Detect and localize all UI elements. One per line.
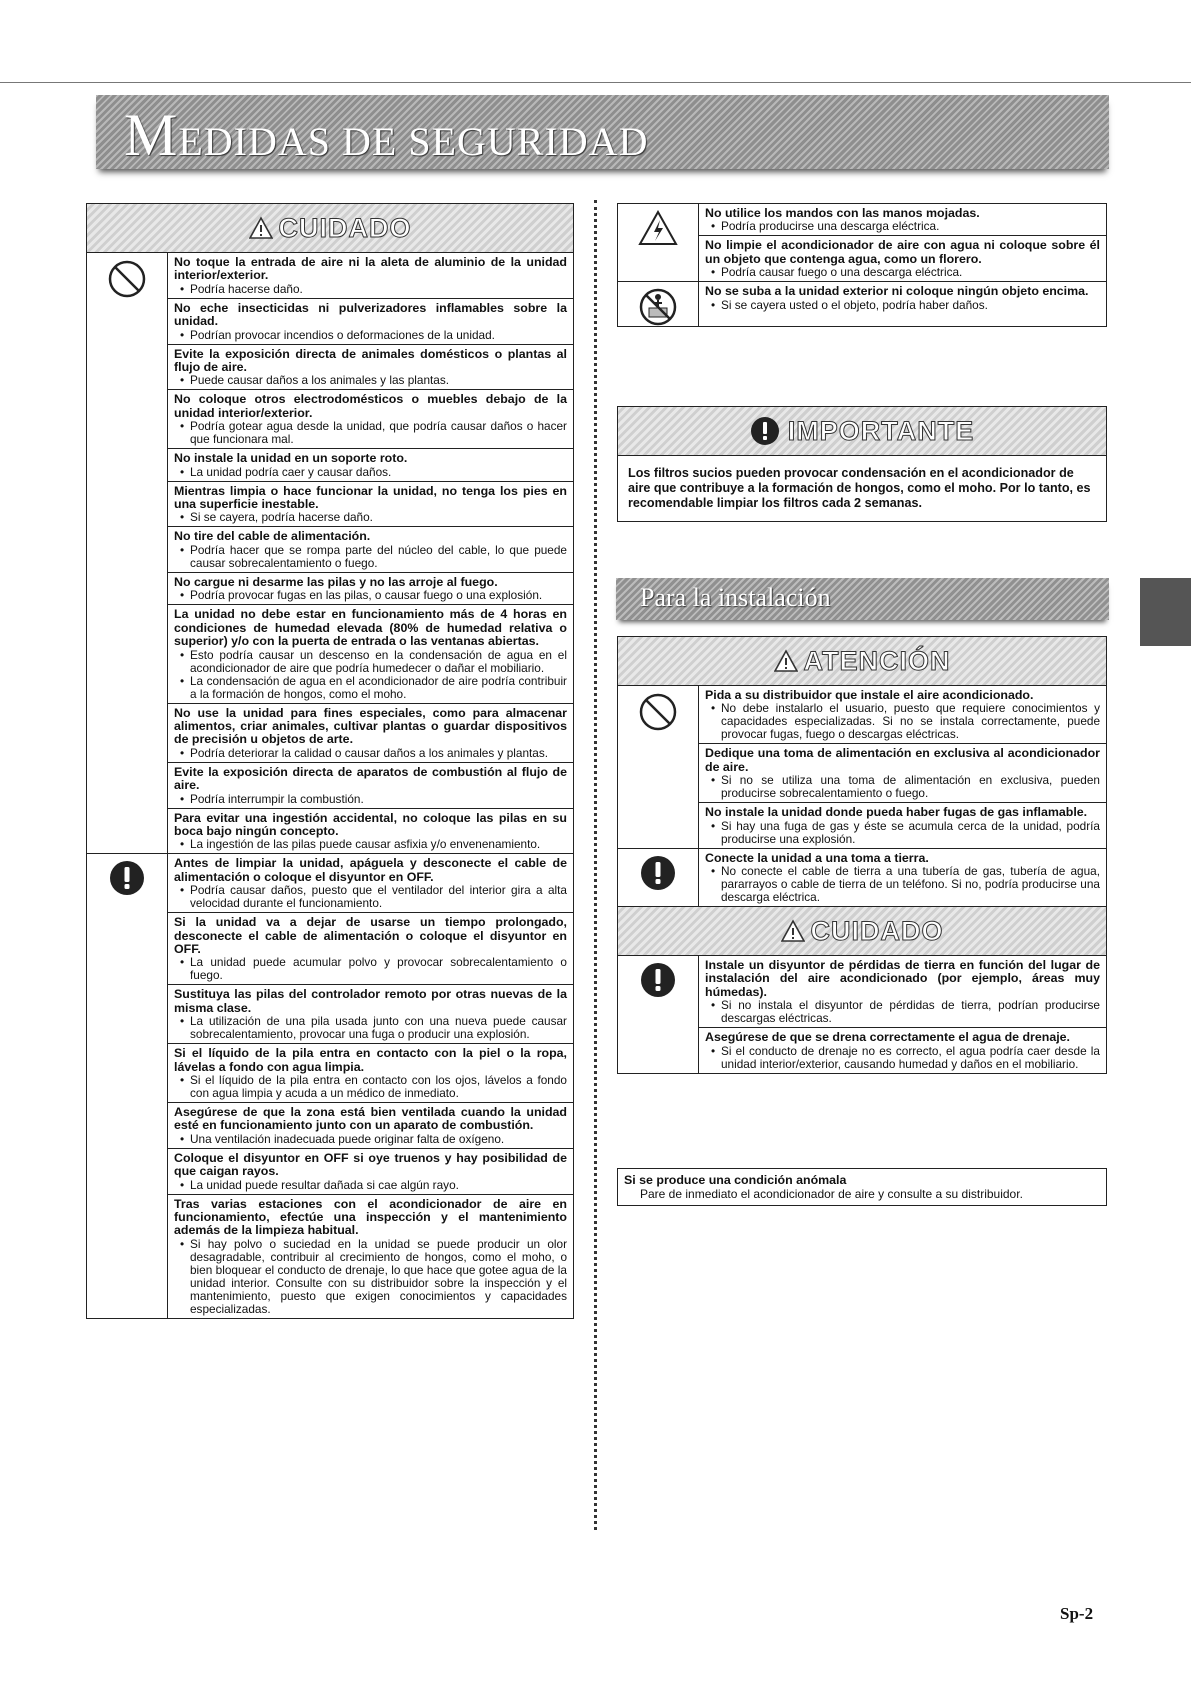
safety-item [699,236,1106,281]
safety-items [699,204,1106,281]
safety-item [168,913,573,985]
page-number: Sp-2 [1060,1604,1094,1623]
safety-item-title: No utilice los mandos con las manos mojadas. [705,206,980,220]
safety-group [618,204,1106,281]
important-box [617,406,1107,522]
safety-item-bullet: • Podría provocar fugas en las pilas, o causar fuego o una explosión. [174,589,567,602]
safety-item [168,1195,573,1318]
install-cuidado-heading: CUIDADO [810,915,944,946]
safety-item-bullet: • Si no se utiliza una toma de alimentación en exclusiva, pueden producirse sobrecalentamiento o fuego. [705,774,1100,800]
right-top-groups [618,204,1106,326]
no-climbing-icon [618,282,699,326]
safety-item-bullet: • Una ventilación inadecuada puede originar falta de oxígeno. [174,1133,567,1146]
safety-item-title: Tras varias estaciones con el acondicionador de aire en funcionamiento, efectúe una inspección y el mantenimiento además de la limpieza habitual. [174,1196,567,1238]
safety-item [168,390,573,449]
safety-items [699,956,1106,1073]
safety-item-title: Si la unidad va a dejar de usarse un tiempo prolongado, desconecte el cable de alimentación o coloque el disyuntor en OFF. [174,915,567,956]
atencion-box [617,636,1107,1074]
safety-item-title: Pida a su distribuidor que instale el aire acondicionado. [705,688,1034,702]
safety-item [699,956,1106,1028]
safety-item [168,299,573,345]
safety-item-title: No eche insecticidas ni pulverizadores inflamables sobre la unidad. [174,300,567,329]
safety-item-bullet: • Si se cayera, podría hacerse daño. [174,511,567,524]
safety-item [168,1149,573,1195]
safety-group [87,253,573,853]
cuidado-header [87,204,573,253]
important-heading: IMPORTANTE [787,415,975,446]
safety-item [699,204,1106,236]
mandatory-icon [618,849,699,906]
safety-item-title: Asegúrese de que la zona está bien ventilada cuando la unidad esté en funcionamiento junto con un aparato de combustión. [174,1105,567,1133]
safety-item-bullet: • La unidad puede acumular polvo y provocar sobrecalentamiento o fuego. [174,956,567,982]
safety-item-bullet: • Podría deteriorar la calidad o causar daños a los animales y plantas. [174,747,567,760]
safety-item [168,253,573,299]
safety-item-bullet: • Podría gotear agua desde la unidad, que podría causar daños o hacer que funcionara mal. [174,420,567,446]
safety-item [168,809,573,854]
safety-item-bullet: • Si se cayera usted o el objeto, podría haber daños. [705,299,1100,312]
safety-item-title: No instale la unidad donde pueda haber fugas de gas inflamable. [705,805,1088,820]
safety-item [168,985,573,1044]
safety-item-title: Evite la exposición directa de aparatos de combustión al flujo de aire. [174,764,567,793]
warning-triangle-icon [781,919,805,943]
safety-item-bullet: • La condensación de agua en el acondicionador de aire podría contribuir a la formación de hongos, como el moho. [174,675,567,701]
mandatory-icon [618,956,699,1073]
atencion-groups [618,686,1106,906]
safety-item-bullet: • La utilización de una pila usada junto con una nueva puede causar sobrecalentamiento, provocar una fuga o producir una explosión. [174,1015,567,1041]
safety-item-title: Asegúrese de que se drena correctamente el agua de drenaje. [705,1030,1070,1045]
safety-item [699,282,1106,313]
safety-group [618,848,1106,906]
safety-item-title: No use la unidad para fines especiales, como para almacenar alimentos, criar animales, cultivar plantas o guardar dispositivos de precisión u objetos de arte. [174,705,567,747]
safety-items [699,849,1106,906]
safety-item-bullet: • Podría causar fuego o una descarga eléctrica. [705,266,1100,279]
install-cuidado-header [618,906,1106,956]
safety-item [168,345,573,391]
safety-item-title: Instale un disyuntor de pérdidas de tierra en función del lugar de instalación del aire acondicionado (por ejemplo, áreas muy húmedas). [705,958,1100,999]
safety-item-title: No limpie el acondicionador de aire con agua ni coloque sobre él un objeto que contenga agua, como un florero. [705,238,1100,266]
safety-items [168,253,573,853]
safety-item-bullet: • La ingestión de las pilas puede causar asfixia y/o envenenamiento. [174,838,567,851]
abnormal-condition-body: Pare de inmediato el acondicionador de aire y consulte a su distribuidor. [640,1187,1023,1201]
safety-item-title: Coloque el disyuntor en OFF si oye truenos y hay posibilidad de que caigan rayos. [174,1150,567,1179]
top-rule [0,82,1191,83]
safety-item-bullet: • Si no instala el disyuntor de pérdidas de tierra, podrían producirse descargas eléctricas. [705,999,1100,1025]
safety-item [699,744,1106,803]
safety-item-bullet: • Si hay polvo o suciedad en la unidad se puede producir un olor desagradable, contribuir al crecimiento de hongos, como el moho, o bien bloquear el conducto de drenaje, lo que hace que gotee agua de la unidad interior. Consulte con su distribuidor sobre la inspección y el mantenimiento, puesto que exigen conocimientos y capacidades especializadas. [174,1238,567,1316]
abnormal-condition-title: Si se produce una condición anómala [624,1173,847,1187]
safety-item [699,803,1106,847]
title-banner [96,95,1109,169]
safety-item-bullet: • Podría hacerse daño. [174,283,567,296]
safety-items [699,686,1106,848]
safety-item-title: Antes de limpiar la unidad, apáguela y desconecte el cable de alimentación o coloque el disyuntor en OFF. [174,856,567,884]
atencion-header [618,637,1106,686]
safety-item-title: Para evitar una ingestión accidental, no coloque las pilas en su boca bajo ningún concepto. [174,810,567,838]
prohibition-icon [87,253,168,853]
safety-item [168,573,573,605]
right-top-box [617,203,1107,327]
side-tab [1140,578,1191,646]
safety-item [168,704,573,763]
safety-item-title: Si el líquido de la pila entra en contacto con la piel o la ropa, lávelas a fondo con agua limpia. [174,1046,567,1074]
safety-items [168,854,573,1318]
safety-item-bullet: • Podría causar daños, puesto que el ventilador del interior gira a alta velocidad durante el funcionamiento. [174,884,567,910]
warning-triangle-icon [774,649,798,673]
safety-item [168,527,573,572]
warning-triangle-icon [249,216,273,240]
installation-banner [616,578,1109,620]
safety-item-bullet: • Si el conducto de drenaje no es correcto, el agua podría caer desde la unidad interior/exterior, causando humedad y daños en el mobiliario. [705,1045,1100,1071]
safety-item-bullet: • No debe instalarlo el usuario, puesto que requiere conocimientos y capacidades especializadas. Si no se instala correctamente, puede provocar fugas, fuego o descargas eléctricas. [705,702,1100,741]
prohibition-icon [618,686,699,848]
safety-item-title: La unidad no debe estar en funcionamiento más de 4 horas en condiciones de humedad elevada (80% de humedad relativa o superior) y/o con la puerta de entrada o las ventanas abiertas. [174,607,567,649]
safety-item-bullet: • Podrían provocar incendios o deformaciones de la unidad. [174,329,567,342]
safety-item [168,1044,573,1103]
safety-item-title: Sustituya las pilas del controlador remoto por otras nuevas de la misma clase. [174,987,567,1015]
safety-item-title: Conecte la unidad a una toma a tierra. [705,850,929,865]
safety-item [168,482,573,528]
atencion-heading: ATENCIÓN [803,645,951,676]
safety-item-bullet: • Si hay una fuga de gas y éste se acumula cerca de la unidad, podría producirse una explosión. [705,820,1100,846]
safety-item-title: No se suba a la unidad exterior ni coloque ningún objeto encima. [705,284,1089,299]
safety-item-bullet: • La unidad puede resultar dañada si cae algún rayo. [174,1179,567,1192]
abnormal-condition-box [617,1168,1107,1206]
safety-item-bullet: • Podría producirse una descarga eléctrica. [705,220,1100,233]
safety-group [618,956,1106,1073]
safety-item-title: No coloque otros electrodomésticos o muebles debajo de la unidad interior/exterior. [174,392,567,420]
safety-item [168,763,573,809]
safety-item [699,686,1106,744]
safety-item [168,1103,573,1149]
important-header [618,407,1106,456]
safety-item-bullet: • Podría interrumpir la combustión. [174,793,567,806]
safety-item-bullet: • No conecte el cable de tierra a una tubería de gas, tubería de agua, pararrayos o cable de tierra de un teléfono. Si no, podría producirse una descarga eléctrica. [705,865,1100,904]
safety-item-bullet: • Puede causar daños a los animales y las plantas. [174,374,567,387]
safety-items [699,282,1106,326]
cuidado-box [86,203,574,1319]
safety-item [168,449,573,481]
install-cuidado-groups [618,956,1106,1073]
safety-item [699,849,1106,906]
safety-group [618,686,1106,848]
cuidado-heading: CUIDADO [278,212,412,243]
safety-item [699,1028,1106,1072]
page-title: MEDIDAS DE SEGURIDAD [124,102,649,168]
safety-item-title: No instale la unidad en un soporte roto. [174,451,408,466]
safety-group [87,853,573,1318]
mandatory-icon [87,854,168,1318]
safety-item-bullet: • Si el líquido de la pila entra en contacto con los ojos, lávelos a fondo con agua limpia y acuda a un médico de inmediato. [174,1074,567,1100]
important-body: Los filtros sucios pueden provocar condensación en el acondicionador de aire que contribuye a la formación de hongos, como el moho. Por lo tanto, es recomendable limpiar los filtros cada 2 semanas. [628,466,1091,510]
safety-item-title: No toque la entrada de aire ni la aleta de aluminio de la unidad interior/exterior. [174,255,567,283]
safety-item-title: No cargue ni desarme las pilas y no las arroje al fuego. [174,574,498,589]
safety-item-title: No tire del cable de alimentación. [174,529,371,544]
column-separator [594,200,597,1530]
safety-group [618,281,1106,326]
safety-item-title: Evite la exposición directa de animales domésticos o plantas al flujo de aire. [174,346,567,375]
safety-item-bullet: • La unidad podría caer y causar daños. [174,466,567,479]
safety-item-bullet: • Podría hacer que se rompa parte del núcleo del cable, lo que puede causar sobrecalentamiento o fuego. [174,544,567,570]
installation-title: Para la instalación [640,583,831,612]
safety-item-title: Dedique una toma de alimentación en exclusiva al acondicionador de aire. [705,746,1100,774]
warning-icon [618,204,699,281]
safety-item [168,854,573,913]
safety-item-title: Mientras limpia o hace funcionar la unidad, no tenga los pies en una superficie inestable. [174,483,567,512]
safety-item-bullet: • Esto podría causar un descenso en la condensación de agua en el acondicionador de aire que podría humedecer o dañar el mobiliario. [174,649,567,675]
exclamation-icon [750,416,780,446]
safety-item [168,605,573,703]
cuidado-groups [87,253,573,1318]
